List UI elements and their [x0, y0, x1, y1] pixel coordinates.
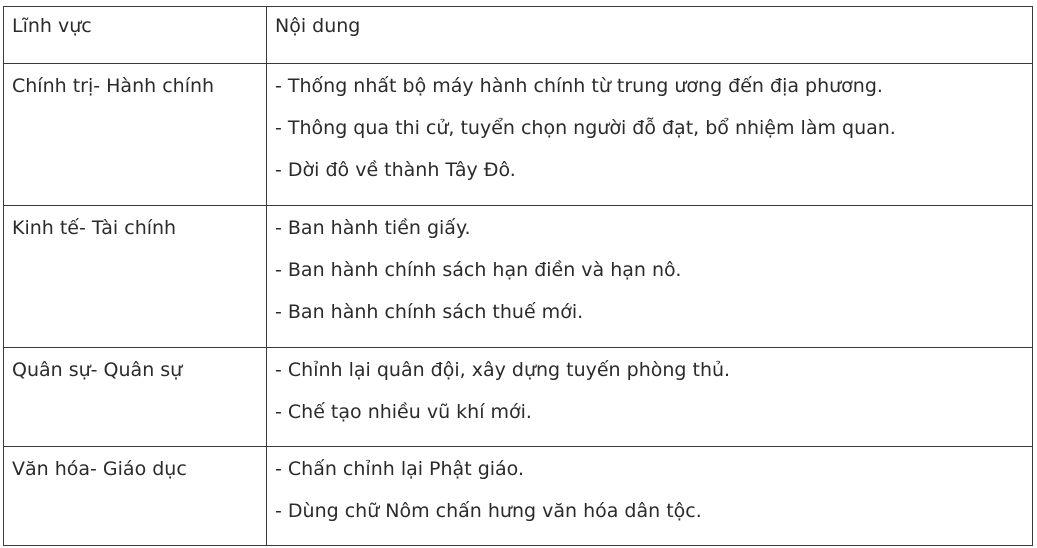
- content-cell: [267, 348, 1033, 447]
- content-item: - Thống nhất bộ máy hành chính từ trung ương đến địa phương.: [275, 75, 883, 97]
- field-cell: [4, 64, 267, 206]
- content-item: - Ban hành tiền giấy.: [275, 217, 471, 239]
- content-item: - Dời đô về thành Tây Đô.: [275, 159, 516, 181]
- content-item: - Chấn chỉnh lại Phật giáo.: [275, 458, 525, 480]
- header-field-cell: [4, 7, 267, 64]
- table-row: [4, 348, 1033, 447]
- field-label: Chính trị- Hành chính: [12, 75, 215, 97]
- content-cell: [267, 206, 1033, 348]
- table-row: [4, 206, 1033, 348]
- reform-table: [3, 6, 1033, 546]
- header-field-label: Lĩnh vực: [12, 15, 92, 37]
- field-cell: [4, 206, 267, 348]
- field-label: Quân sự- Quân sự: [12, 359, 183, 381]
- content-item: - Thông qua thi cử, tuyển chọn người đỗ đạt, bổ nhiệm làm quan.: [275, 117, 896, 139]
- content-cell: [267, 447, 1033, 546]
- content-item: - Ban hành chính sách thuế mới.: [275, 301, 584, 323]
- field-cell: [4, 348, 267, 447]
- header-content-cell: [267, 7, 1033, 64]
- content-item: - Ban hành chính sách hạn điền và hạn nô.: [275, 259, 682, 281]
- field-cell: [4, 447, 267, 546]
- content-item: - Chỉnh lại quân đội, xây dựng tuyến phòng thủ.: [275, 359, 731, 381]
- field-label: Văn hóa- Giáo dục: [12, 458, 187, 480]
- content-item: - Chế tạo nhiều vũ khí mới.: [275, 401, 532, 423]
- content-cell: [267, 64, 1033, 206]
- content-item: - Dùng chữ Nôm chấn hưng văn hóa dân tộc.: [275, 500, 702, 522]
- table-row: [4, 64, 1033, 206]
- header-content-label: Nội dung: [275, 15, 361, 37]
- field-label: Kinh tế- Tài chính: [12, 217, 177, 239]
- header-row: [4, 7, 1033, 64]
- table-row: [4, 447, 1033, 546]
